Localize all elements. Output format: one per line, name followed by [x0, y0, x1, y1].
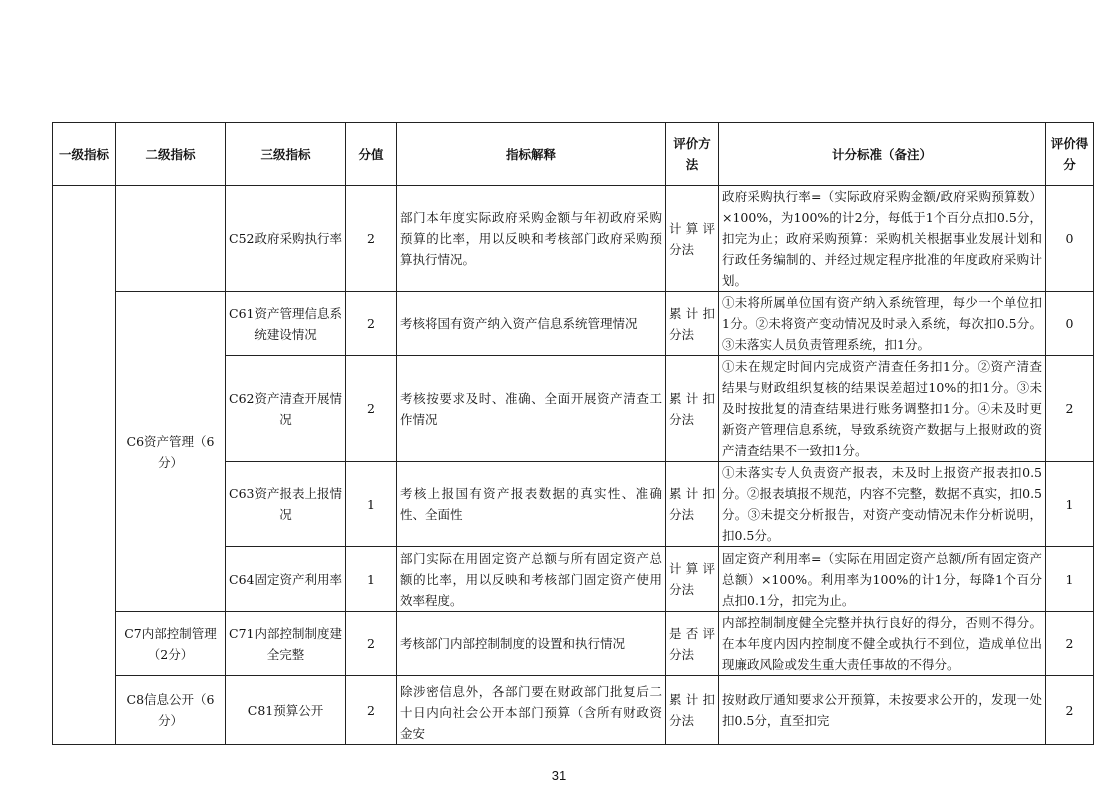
method-cell: 累计扣分法	[666, 676, 719, 745]
header-score: 分值	[346, 123, 397, 186]
level2-cell-empty	[116, 186, 226, 292]
table-row	[53, 292, 1094, 356]
score-cell: 2	[346, 612, 397, 676]
result-cell: 2	[1046, 676, 1094, 745]
explanation-cell: 部门实际在用固定资产总额与所有固定资产总额的比率，用以反映和考核部门固定资产使用效率程度。	[397, 547, 666, 612]
result-cell: 0	[1046, 186, 1094, 292]
criteria-cell: ①未在规定时间内完成资产清查任务扣1分。②资产清查结果与财政组织复核的结果误差超过10%的扣1分。③未及时按批复的清查结果进行账务调整扣1分。④未及时更新资产管理信息系统，导致系统资产数据与上报财政的资产清查结果不一致扣1分。	[719, 356, 1046, 462]
method-cell: 累计扣分法	[666, 292, 719, 356]
score-cell: 2	[346, 356, 397, 462]
score-cell: 1	[346, 462, 397, 547]
header-level3: 三级指标	[226, 123, 346, 186]
table-row	[53, 676, 1094, 745]
table-row	[53, 186, 1094, 292]
header-result: 评价得分	[1046, 123, 1094, 186]
score-cell: 1	[346, 547, 397, 612]
header-level1: 一级指标	[53, 123, 116, 186]
indicator-cell: C71内部控制制度建全完整	[226, 612, 346, 676]
criteria-cell: 内部控制制度健全完整并执行良好的得分，否则不得分。在本年度内因内控制度不健全或执行不到位，造成单位出现廉政风险或发生重大责任事故的不得分。	[719, 612, 1046, 676]
score-cell: 2	[346, 292, 397, 356]
result-cell: 0	[1046, 292, 1094, 356]
method-cell: 计算评分法	[666, 547, 719, 612]
indicator-cell: C63资产报表上报情况	[226, 462, 346, 547]
header-row	[53, 123, 1094, 186]
explanation-cell: 考核将国有资产纳入资产信息系统管理情况	[397, 292, 666, 356]
method-cell: 累计扣分法	[666, 462, 719, 547]
result-cell: 1	[1046, 547, 1094, 612]
score-cell: 2	[346, 186, 397, 292]
result-cell: 1	[1046, 462, 1094, 547]
level1-cell	[53, 186, 116, 745]
header-criteria: 计分标准（备注）	[719, 123, 1046, 186]
header-explanation: 指标解释	[397, 123, 666, 186]
result-cell: 2	[1046, 356, 1094, 462]
indicator-cell: C61资产管理信息系统建设情况	[226, 292, 346, 356]
indicator-cell: C81预算公开	[226, 676, 346, 745]
group-c7: C7内部控制管理（2分）	[116, 612, 226, 676]
group-c8: C8信息公开（6分）	[116, 676, 226, 745]
criteria-cell: ①未将所属单位国有资产纳入系统管理，每少一个单位扣1分。②未将资产变动情况及时录入系统，每次扣0.5分。③未落实人员负责管理系统，扣1分。	[719, 292, 1046, 356]
indicator-cell: C64固定资产利用率	[226, 547, 346, 612]
indicator-cell: C52政府采购执行率	[226, 186, 346, 292]
indicator-cell: C62资产清查开展情况	[226, 356, 346, 462]
header-method: 评价方法	[666, 123, 719, 186]
criteria-cell: 政府采购执行率=（实际政府采购金额/政府采购预算数）×100%，为100%的计2分，每低于1个百分点扣0.5分，扣完为止；政府采购预算：采购机关根据事业发展计划和行政任务编制的、并经过规定程序批准的年度政府采购计划。	[719, 186, 1046, 292]
result-cell: 2	[1046, 612, 1094, 676]
criteria-cell: 固定资产利用率=（实际在用固定资产总额/所有固定资产总额）×100%。利用率为100%的计1分，每降1个百分点扣0.1分，扣完为止。	[719, 547, 1046, 612]
explanation-cell: 考核部门内部控制制度的设置和执行情况	[397, 612, 666, 676]
explanation-cell: 除涉密信息外，各部门要在财政部门批复后二十日内向社会公开本部门预算（含所有财政资金安	[397, 676, 666, 745]
explanation-cell: 考核按要求及时、准确、全面开展资产清查工作情况	[397, 356, 666, 462]
criteria-cell: ①未落实专人负责资产报表，未及时上报资产报表扣0.5分。②报表填报不规范，内容不完整，数据不真实，扣0.5分。③未提交分析报告，对资产变动情况未作分析说明，扣0.5分。	[719, 462, 1046, 547]
group-c6: C6资产管理（6分）	[116, 292, 226, 612]
method-cell: 累计扣分法	[666, 356, 719, 462]
table-row	[53, 612, 1094, 676]
evaluation-table	[52, 122, 1094, 745]
page-number: 31	[551, 768, 567, 783]
header-level2: 二级指标	[116, 123, 226, 186]
method-cell: 是否评分法	[666, 612, 719, 676]
criteria-cell: 按财政厅通知要求公开预算，未按要求公开的，发现一处扣0.5分，直至扣完	[719, 676, 1046, 745]
method-cell: 计算评分法	[666, 186, 719, 292]
score-cell: 2	[346, 676, 397, 745]
explanation-cell: 部门本年度实际政府采购金额与年初政府采购预算的比率，用以反映和考核部门政府采购预算执行情况。	[397, 186, 666, 292]
explanation-cell: 考核上报国有资产报表数据的真实性、准确性、全面性	[397, 462, 666, 547]
